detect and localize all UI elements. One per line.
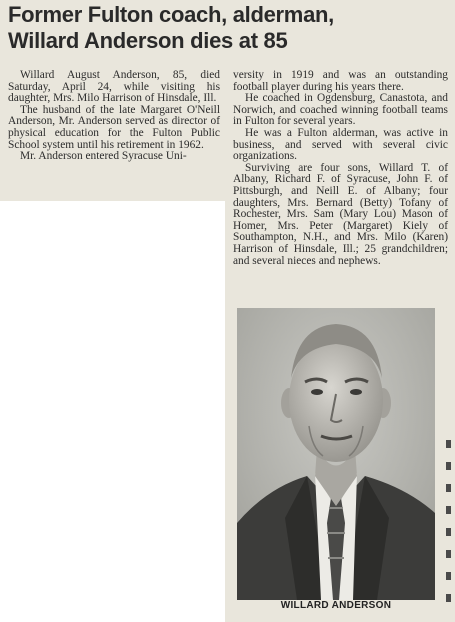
blank-area xyxy=(0,201,225,622)
headline-line-2: Willard Anderson dies at 85 xyxy=(8,28,288,53)
paragraph: He coached in Ogdensburg, Canastota, and Norwich, and coached winning football teams in Fulton for several years. xyxy=(233,92,448,128)
article-column-2 xyxy=(233,70,448,267)
headline-line-1: Former Fulton coach, alderman, xyxy=(8,2,334,27)
adjacent-clipping-edge xyxy=(446,0,455,622)
headline xyxy=(8,2,448,54)
paragraph: Surviving are four sons, Willard T. of Albany, Richard F. of Syracuse, John F. of Pittsburgh, and Neill E. of Albany; four daughters, Mrs. Bernard (Betty) Tofany of Rochester, Mrs. Sam (Mary Lou) Mason of Homer, Mrs. Peter (Margaret) Kiely of Southampton, N.H., and Mrs. Milo (Karen) Harrison of Hinsdale, Ill.; 25 grandchildren; and several nieces and nephews. xyxy=(233,161,448,267)
paragraph: The husband of the late Margaret O'Neill Anderson, Mr. Anderson served as director of physical education for the Fulton Public School system until his retirement in 1962. xyxy=(8,103,220,151)
paragraph: He was a Fulton alderman, was active in business, and served with several civic organizations. xyxy=(233,126,448,163)
portrait-illustration xyxy=(237,308,435,600)
article-column-1 xyxy=(8,70,220,163)
portrait-photo xyxy=(237,308,435,600)
paragraph: versity in 1919 and was an outstanding football player during his years there. xyxy=(233,69,448,93)
paragraph: Willard August Anderson, 85, died Saturday, April 24, while visiting his daughter, Mrs. Milo Harrison of Hinsdale, Ill. xyxy=(8,69,220,105)
paragraph: Mr. Anderson entered Syracuse Uni- xyxy=(20,150,187,163)
photo-caption: WILLARD ANDERSON xyxy=(280,600,392,611)
